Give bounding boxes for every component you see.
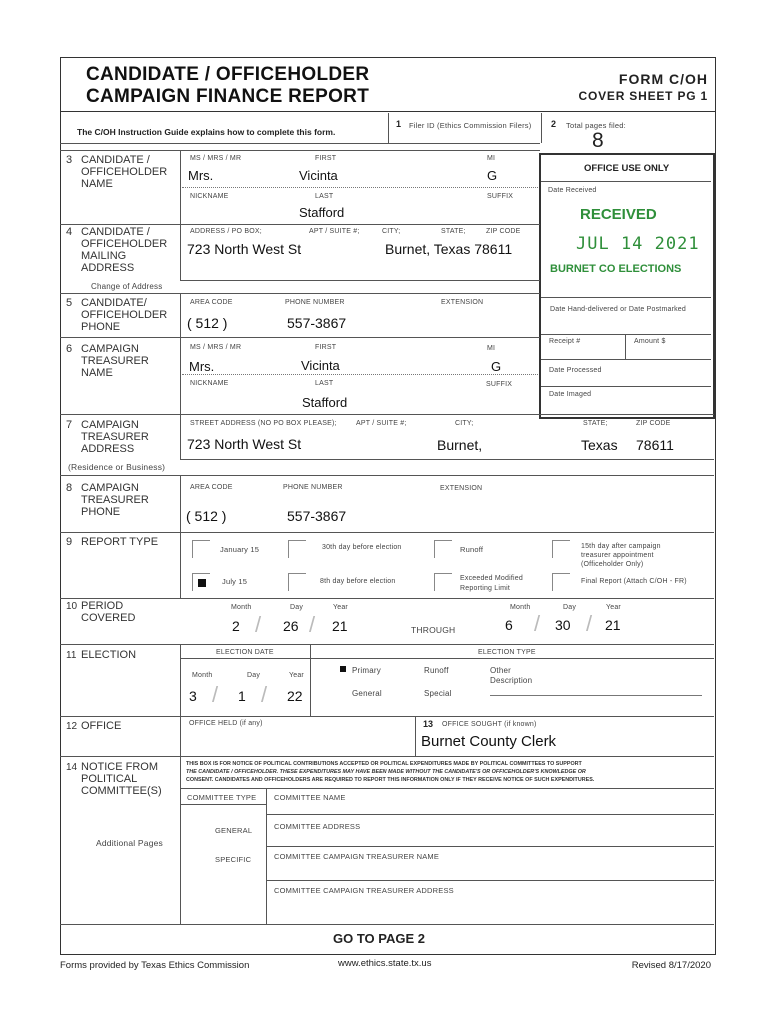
report-type-8th-label: 8th day before election [320, 578, 396, 585]
report-type-15th-checkbox[interactable] [552, 540, 570, 558]
section-5-label-3: PHONE [81, 321, 121, 333]
report-type-8th-checkbox[interactable] [288, 573, 306, 591]
period-from-day-label: Day [290, 604, 304, 611]
report-type-15th-label-3: (Officeholder Only) [581, 561, 644, 568]
treasurer-mi-value[interactable]: G [491, 359, 502, 374]
committee-address-label: COMMITTEE ADDRESS [274, 822, 361, 831]
report-type-january-label: January 15 [220, 545, 260, 554]
candidate-area-code-value[interactable]: ( 512 ) [187, 315, 228, 331]
received-stamp: RECEIVED [580, 206, 657, 223]
section-8-label-2: TREASURER [81, 494, 149, 506]
report-type-30th-checkbox[interactable] [288, 540, 306, 558]
amount-label: Amount $ [634, 338, 666, 345]
election-type-label: ELECTION TYPE [478, 649, 536, 656]
election-runoff-label: Runoff [424, 666, 449, 675]
committee-treasurer-address-label: COMMITTEE CAMPAIGN TREASURER ADDRESS [274, 886, 454, 895]
period-slash-3: / [534, 611, 541, 636]
committee-notice-line-1: THIS BOX IS FOR NOTICE OF POLITICAL CONTRIBUTIONS ACCEPTED OR POLITICAL EXPENDITURES MADE BY POLITICAL COMMITTEES TO SUPPORT [186, 761, 582, 767]
treasurer-phone-label: PHONE NUMBER [283, 484, 343, 491]
election-general-label: General [352, 689, 382, 698]
committee-specific-label: SPECIFIC [215, 855, 252, 864]
treasurer-city-value[interactable]: Burnet, [437, 437, 483, 453]
period-from-month-value[interactable]: 2 [232, 618, 240, 634]
treasurer-area-code-value[interactable]: ( 512 ) [186, 508, 227, 524]
section-6-label-2: TREASURER [81, 355, 149, 367]
period-from-day-value[interactable]: 26 [283, 618, 299, 634]
section-14-label-2: POLITICAL [81, 773, 138, 785]
section-7-label-1: CAMPAIGN [81, 419, 139, 431]
total-pages-number: 2 [551, 119, 557, 129]
section-12-label: OFFICE [81, 720, 122, 732]
go-to-page-2[interactable]: GO TO PAGE 2 [333, 931, 425, 946]
committee-general-label: GENERAL [215, 826, 253, 835]
period-through-label: THROUGH [411, 625, 456, 635]
section-5-label-1: CANDIDATE/ [81, 297, 147, 309]
candidate-state-label: STATE; [441, 228, 466, 235]
report-type-exceeded-checkbox[interactable] [434, 573, 452, 591]
election-day-value[interactable]: 1 [238, 688, 246, 704]
candidate-street-value[interactable]: 723 North West St [187, 241, 302, 257]
candidate-area-code-label: AREA CODE [190, 299, 233, 306]
report-type-final-checkbox[interactable] [552, 573, 570, 591]
section-3-label-1: CANDIDATE / [81, 154, 150, 166]
instruction-note: The C/OH Instruction Guide explains how to complete this form. [77, 127, 336, 137]
section-10-label-1: PERIOD [81, 600, 124, 612]
report-type-runoff-checkbox[interactable] [434, 540, 452, 558]
section-14-label-3: COMMITTEE(S) [81, 785, 162, 797]
form-code: FORM C/OH [618, 71, 708, 87]
period-to-year-value[interactable]: 21 [605, 617, 621, 633]
section-8-label-1: CAMPAIGN [81, 482, 139, 494]
treasurer-phone-value[interactable]: 557-3867 [287, 508, 347, 524]
date-processed-label: Date Processed [549, 367, 602, 374]
filer-id-label: Filer ID (Ethics Commission Filers) [409, 121, 532, 130]
footer-provided-by: Forms provided by Texas Ethics Commission [60, 960, 250, 971]
period-to-day-value[interactable]: 30 [555, 617, 571, 633]
treasurer-apt-label: APT / SUITE #; [356, 420, 407, 427]
candidate-ms-label: MS / MRS / MR [190, 155, 242, 162]
office-held-label: OFFICE HELD (if any) [189, 720, 263, 727]
section-6-label-1: CAMPAIGN [81, 343, 139, 355]
report-type-july-label: July 15 [222, 577, 248, 586]
section-4-label-4: ADDRESS [81, 262, 135, 274]
section-4-number: 4 [66, 226, 73, 238]
receipt-label: Receipt # [549, 338, 581, 345]
period-from-year-value[interactable]: 21 [332, 618, 348, 634]
candidate-apt-label: APT / SUITE #; [309, 228, 360, 235]
section-3-number: 3 [66, 154, 73, 166]
date-received-label: Date Received [548, 187, 597, 194]
report-type-30th-label: 30th day before election [322, 544, 402, 551]
period-slash-2: / [309, 612, 316, 637]
period-to-month-value[interactable]: 6 [505, 617, 513, 633]
candidate-mi-label: MI [487, 155, 496, 162]
section-5-number: 5 [66, 297, 73, 309]
section-7-label-2: TREASURER [81, 431, 149, 443]
committee-type-label: COMMITTEE TYPE [187, 793, 257, 802]
candidate-first-value[interactable]: Vicinta [299, 168, 338, 183]
treasurer-ms-value[interactable]: Mrs. [189, 359, 215, 374]
candidate-last-value[interactable]: Stafford [299, 205, 345, 220]
treasurer-extension-label: EXTENSION [440, 485, 483, 492]
section-4-label-3: MAILING [81, 250, 127, 262]
candidate-last-label: LAST [315, 193, 334, 200]
section-9-number: 9 [66, 536, 73, 548]
treasurer-state-value[interactable]: Texas [581, 437, 618, 453]
candidate-nickname-label: NICKNAME [190, 193, 229, 200]
report-type-january-checkbox[interactable] [192, 540, 210, 558]
election-day-label: Day [247, 672, 261, 679]
treasurer-first-value[interactable]: Vicinta [301, 358, 340, 373]
period-from-year-label: Year [333, 604, 348, 611]
section-7-label-3: ADDRESS [81, 443, 135, 455]
election-primary-checkmark [340, 666, 346, 672]
candidate-ms-value[interactable]: Mrs. [188, 168, 214, 183]
form-title-line2: CAMPAIGN FINANCE REPORT [86, 86, 370, 107]
date-imaged-label: Date Imaged [549, 391, 592, 398]
treasurer-street-value[interactable]: 723 North West St [187, 436, 302, 452]
treasurer-last-label: LAST [315, 380, 334, 387]
candidate-zip-label: ZIP CODE [486, 228, 521, 235]
report-type-exceeded-label-1: Exceeded Modified [460, 575, 523, 582]
total-pages-label: Total pages filed: [566, 121, 626, 130]
total-pages-value: 8 [592, 129, 604, 152]
section-13-number: 13 [423, 719, 434, 729]
report-type-15th-label-2: treasurer appointment [581, 552, 654, 559]
additional-pages-label: Additional Pages [96, 838, 163, 848]
election-month-value[interactable]: 3 [189, 688, 197, 704]
candidate-first-label: FIRST [315, 155, 337, 162]
period-slash-4: / [586, 611, 593, 636]
committee-name-label: COMMITTEE NAME [274, 793, 346, 802]
office-sought-value[interactable]: Burnet County Clerk [421, 733, 557, 750]
treasurer-street-label: STREET ADDRESS (NO PO BOX PLEASE); [190, 420, 337, 427]
section-14-number: 14 [66, 762, 78, 773]
report-type-july-checkmark [198, 579, 206, 587]
section-11-number: 11 [66, 650, 77, 661]
election-date-label: ELECTION DATE [216, 649, 274, 656]
committee-notice-line-3: CONSENT. CANDIDATES AND OFFICEHOLDERS ARE REQUIRED TO REPORT THIS INFORMATION ONLY IF THEY RECEIVE NOTICE OF SUCH EXPENDITURES. [186, 777, 595, 783]
election-primary-label: Primary [352, 666, 381, 675]
election-special-label: Special [424, 689, 452, 698]
section-10-number: 10 [66, 601, 78, 612]
section-8-label-3: PHONE [81, 506, 121, 518]
election-other-description-line[interactable] [490, 695, 702, 696]
period-to-year-label: Year [606, 604, 621, 611]
report-type-runoff-label: Runoff [460, 545, 484, 554]
section-6-label-3: NAME [81, 367, 113, 379]
election-other-label-2: Description [490, 676, 533, 685]
treasurer-area-code-label: AREA CODE [190, 484, 233, 491]
filer-id-number: 1 [396, 119, 402, 129]
section-4-label-2: OFFICEHOLDER [81, 238, 168, 250]
candidate-suffix-label: SUFFIX [487, 193, 514, 200]
treasurer-state-label: STATE; [583, 420, 608, 427]
section-3-label-2: OFFICEHOLDER [81, 166, 168, 178]
section-14-label-1: NOTICE FROM [81, 761, 158, 773]
treasurer-first-label: FIRST [315, 344, 337, 351]
committee-notice-line-2: THE CANDIDATE / OFFICEHOLDER. THESE EXPENDITURES MAY HAVE BEEN MADE WITHOUT THE CANDIDATE'S OR OFFICEHOLDER'S KNOWLEDGE OR [186, 769, 586, 775]
treasurer-mi-label: MI [487, 345, 496, 352]
election-slash-2: / [261, 682, 268, 707]
report-type-exceeded-label-2: Reporting Limit [460, 585, 511, 592]
treasurer-nickname-label: NICKNAME [190, 380, 229, 387]
period-from-month-label: Month [231, 604, 252, 611]
period-slash-1: / [255, 612, 262, 637]
election-other-label-1: Other [490, 666, 512, 675]
treasurer-city-label: CITY; [455, 420, 474, 427]
candidate-phone-label: PHONE NUMBER [285, 299, 345, 306]
footer-website-link[interactable]: www.ethics.state.tx.us [338, 958, 432, 969]
period-to-month-label: Month [510, 604, 531, 611]
treasurer-zip-value[interactable]: 78611 [636, 437, 674, 453]
election-slash-1: / [212, 682, 219, 707]
treasurer-last-value[interactable]: Stafford [302, 395, 348, 410]
candidate-extension-label: EXTENSION [441, 299, 484, 306]
period-to-day-label: Day [563, 604, 577, 611]
form-title-line1: CANDIDATE / OFFICEHOLDER [86, 64, 370, 85]
candidate-address-label: ADDRESS / PO BOX; [190, 228, 262, 235]
candidate-city-label: CITY; [382, 228, 401, 235]
candidate-phone-value[interactable]: 557-3867 [287, 315, 347, 331]
section-5-label-2: OFFICEHOLDER [81, 309, 168, 321]
received-stamp-office: BURNET CO ELECTIONS [550, 263, 682, 275]
section-7-number: 7 [66, 419, 73, 431]
office-sought-label: OFFICE SOUGHT (if known) [442, 721, 537, 728]
section-4-label-1: CANDIDATE / [81, 226, 150, 238]
section-11-label: ELECTION [81, 649, 137, 661]
section-3-label-3: NAME [81, 178, 113, 190]
committee-treasurer-name-label: COMMITTEE CAMPAIGN TREASURER NAME [274, 852, 440, 861]
form-subtitle: COVER SHEET PG 1 [578, 89, 708, 103]
election-month-label: Month [192, 672, 213, 679]
residence-or-business-label: (Residence or Business) [68, 462, 166, 472]
treasurer-ms-label: MS / MRS / MR [190, 344, 242, 351]
treasurer-zip-label: ZIP CODE [636, 420, 671, 427]
report-type-15th-label-1: 15th day after campaign [581, 543, 661, 550]
hand-delivered-label: Date Hand-delivered or Date Postmarked [550, 306, 686, 313]
candidate-city-state-zip-value[interactable]: Burnet, Texas 78611 [385, 241, 513, 257]
section-9-label: REPORT TYPE [81, 536, 159, 548]
office-use-title: OFFICE USE ONLY [584, 163, 670, 174]
treasurer-suffix-label: SUFFIX [486, 381, 513, 388]
election-year-value[interactable]: 22 [287, 688, 303, 704]
change-of-address-label: Change of Address [91, 282, 163, 291]
election-year-label: Year [289, 672, 304, 679]
footer-revised-date: Revised 8/17/2020 [631, 960, 711, 971]
section-8-number: 8 [66, 482, 73, 494]
report-type-final-label: Final Report (Attach C/OH - FR) [581, 578, 687, 585]
received-stamp-date: JUL 14 2021 [576, 234, 700, 254]
section-6-number: 6 [66, 343, 73, 355]
section-10-label-2: COVERED [81, 612, 136, 624]
candidate-mi-value[interactable]: G [487, 168, 498, 183]
section-12-number: 12 [66, 721, 78, 732]
